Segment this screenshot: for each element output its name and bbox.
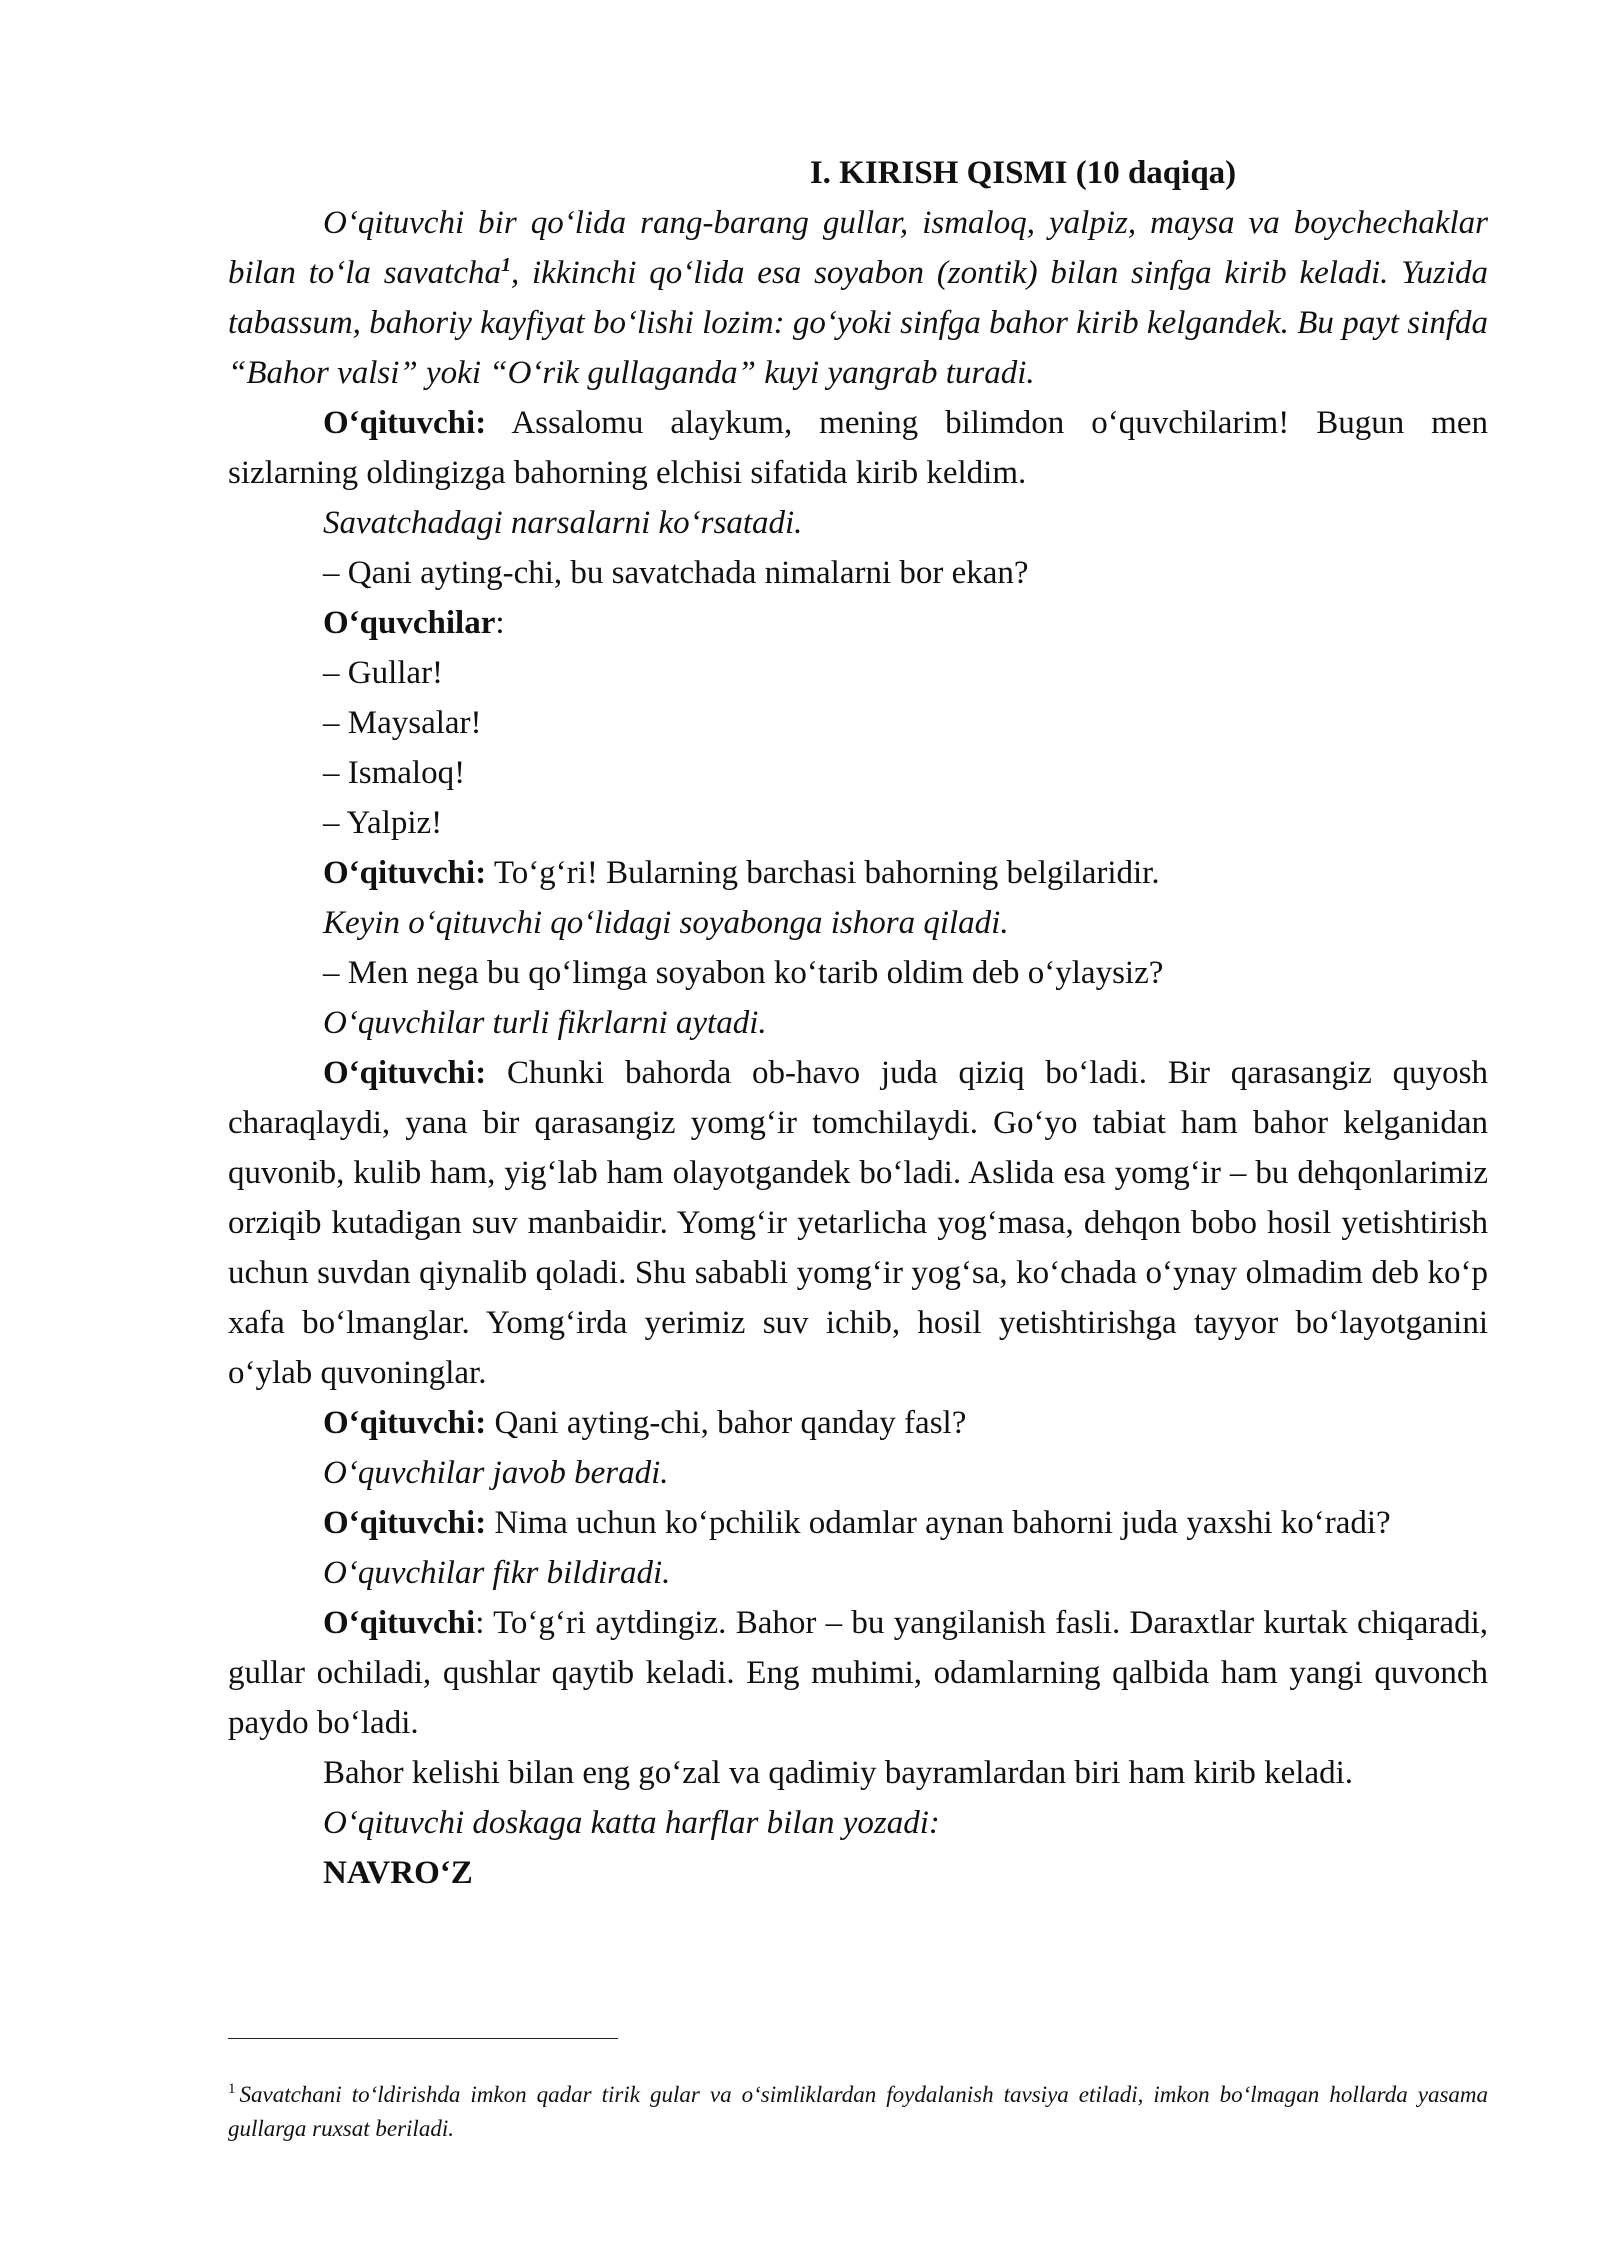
speaker-colon: :: [475, 1605, 485, 1641]
speaker-label: O‘qituvchi:: [323, 405, 487, 441]
intro-paragraph: [228, 198, 1488, 398]
dialogue-text: To‘g‘ri aytdingiz. Bahor – bu yangilanish fasli. Daraxtlar kurtak chiqaradi, gullar ochiladi, qushlar qaytib keladi. Eng muhimi, odamlarning qalbida ham yangi quvonch paydo bo‘ladi.: [228, 1605, 1488, 1741]
dialogue-text: Assalomu alaykum, mening bilimdon o‘quvchilarim! Bugun men sizlarning oldingizga bahorning elchisi sifatida kirib keldim.: [228, 405, 1488, 491]
dialogue-text: Nima uchun ko‘pchilik odamlar aynan bahorni juda yaxshi ko‘radi?: [486, 1505, 1391, 1541]
dialogue-line: [228, 1048, 1488, 1398]
stage-direction: O‘quvchilar turli fikrlarni aytadi.: [323, 1005, 767, 1041]
intro-text-continued: , ikkinchi qo‘lida esa soyabon (zontik) bilan sinfga kirib keladi. Yuzida tabassum, bahoriy kayfiyat bo‘lishi lozim: go‘yoki sinfga bahor kirib kelgandek. Bu payt sinfda “Bahor valsi” yoki “O‘rik gullaganda” kuyi yangrab turadi.: [228, 255, 1488, 391]
section-heading: I. KIRISH QISMI (10 daqiqa): [809, 155, 1237, 191]
dialogue-text: Chunki bahorda ob-havo juda qiziq bo‘ladi. Bir qarasangiz quyosh charaqlaydi, yana bir qarasangiz yomg‘ir tomchilaydi. Go‘yo tabiat ham bahor kelganidan quvonib, kulib ham, yig‘lab ham olayotgandek bo‘ladi. Aslida esa yomg‘ir – bu dehqonlarimiz orziqib kutadigan suv manbaidir. Yomg‘ir yetarlicha yog‘masa, dehqon bobo hosil yetishtirish uchun suvdan qiynalib qoladi. Shu sababli yomg‘ir yog‘sa, ko‘chada o‘ynay olmadim deb ko‘p xafa bo‘lmanglar. Yomg‘irda yerimiz suv ichib, hosil yetishtirishga tayyor bo‘layotganini o‘ylab quvoninglar.: [228, 1055, 1488, 1391]
page-body: [228, 148, 1488, 1898]
footnote-text: Savatchani to‘ldirishda imkon qadar tirik gular va o‘simliklardan foydalanish tavsiya etiladi, imkon bo‘lmagan hollarda yasama gullarga ruxsat beriladi.: [228, 2082, 1488, 2141]
speaker-label: O‘qituvchi: [323, 1605, 476, 1641]
speaker-label: O‘qituvchi:: [323, 1055, 487, 1091]
stage-direction: Keyin o‘qituvchi qo‘lidagi soyabonga ishora qiladi.: [323, 905, 1009, 941]
speaker-colon: :: [495, 605, 505, 641]
speaker-label: O‘qituvchi:: [323, 855, 487, 891]
stage-direction: O‘quvchilar javob beradi.: [323, 1455, 669, 1491]
dialogue-line: [228, 1598, 1488, 1748]
footnote: [228, 2078, 1488, 2146]
speaker-label: O‘qituvchi:: [323, 1505, 487, 1541]
dialogue-line: [228, 598, 1488, 648]
dialogue-question: – Men nega bu qo‘limga soyabon ko‘tarib oldim deb o‘ylaysiz?: [323, 955, 1164, 991]
student-answer: – Yalpiz!: [323, 805, 443, 841]
dialogue-text: To‘g‘ri! Bularning barchasi bahorning belgilaridir.: [486, 855, 1160, 891]
student-answer: – Gullar!: [323, 655, 444, 691]
dialogue-line: [228, 848, 1488, 898]
speaker-label: O‘qituvchi:: [323, 1405, 487, 1441]
footnote-reference: 1: [501, 254, 511, 276]
dialogue-text: Qani ayting-chi, bahor qanday fasl?: [486, 1405, 967, 1441]
stage-direction: O‘qituvchi doskaga katta harflar bilan yozadi:: [323, 1805, 940, 1841]
stage-direction: Savatchadagi narsalarni ko‘rsatadi.: [323, 505, 803, 541]
student-answer: – Maysalar!: [323, 705, 482, 741]
board-word: NAVRO‘Z: [323, 1855, 473, 1891]
dialogue-question: – Qani ayting-chi, bu savatchada nimalarni bor ekan?: [323, 555, 1029, 591]
footnote-mark: 1: [228, 2081, 236, 2098]
intro-text: O‘qituvchi bir qo‘lida rang-barang gullar, ismaloq, yalpiz, maysa va boychechaklar bilan to‘la savatcha: [228, 205, 1488, 291]
stage-direction: O‘quvchilar fikr bildiradi.: [323, 1555, 671, 1591]
student-answer: – Ismaloq!: [323, 755, 466, 791]
narrative-line: Bahor kelishi bilan eng go‘zal va qadimiy bayramlardan biri ham kirib keladi.: [323, 1755, 1354, 1791]
dialogue-line: [228, 1498, 1488, 1548]
speaker-label: O‘quvchilar: [323, 605, 496, 641]
footnote-divider: [228, 2038, 618, 2039]
dialogue-line: [228, 1398, 1488, 1448]
dialogue-line: [228, 398, 1488, 498]
